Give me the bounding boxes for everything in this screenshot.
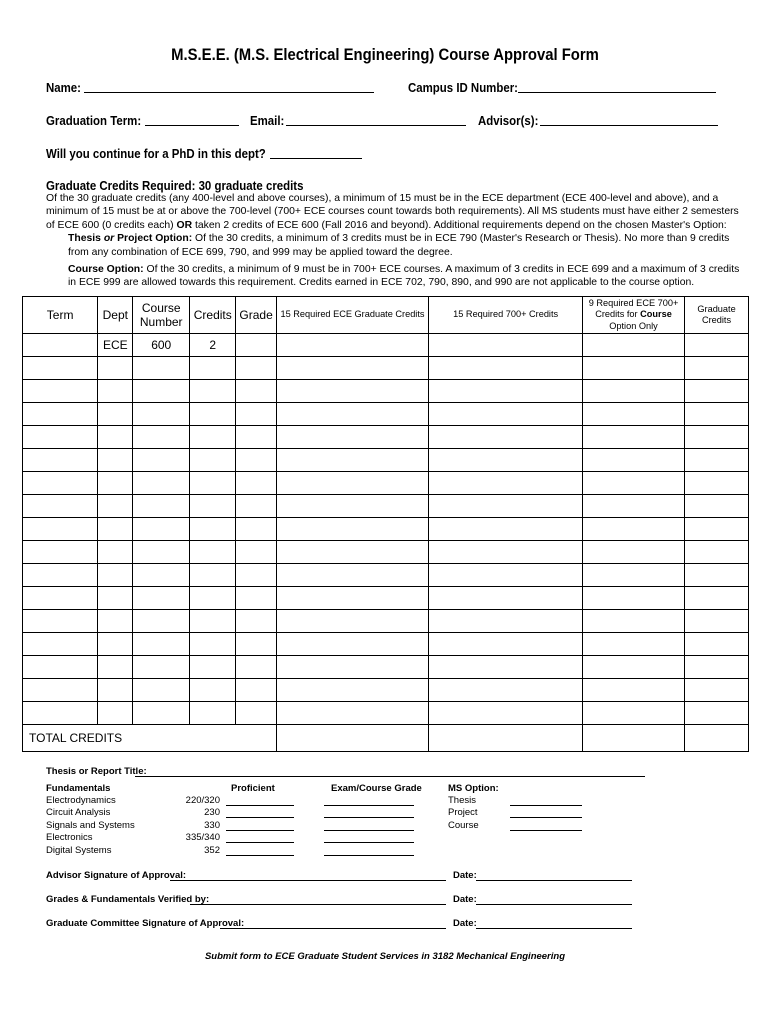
- cell-700-credits[interactable]: [429, 541, 583, 564]
- phd-question: Will you continue for a PhD in this dept?: [46, 146, 266, 161]
- cell-credits[interactable]: [190, 656, 236, 679]
- cell-credits[interactable]: [190, 426, 236, 449]
- thesis-option-label-or: or: [103, 233, 115, 245]
- cell-term[interactable]: [23, 610, 98, 633]
- ms-option-project: Project: [448, 807, 478, 819]
- cell-700-credits[interactable]: [429, 702, 583, 725]
- cell-ece-graduate[interactable]: [276, 679, 429, 702]
- total-credits-label: TOTAL CREDITS: [23, 725, 277, 752]
- cell-course-option-700[interactable]: [582, 610, 684, 633]
- col-term: Term: [23, 297, 98, 334]
- graduation-term-field[interactable]: [145, 125, 239, 126]
- date-label: Date:: [453, 918, 477, 929]
- cell-course-number[interactable]: [133, 610, 190, 633]
- thesis-option-text: Of the 30 credits, a minimum of 3 credits must be in ECE 790 (Master's Research or Thesis). No more than 9 credits from any combination of ECE 699, 790, and 999 may be applied toward the degree.: [68, 233, 730, 258]
- ms-option-thesis: Thesis: [448, 795, 476, 806]
- cell-dept[interactable]: [98, 449, 133, 472]
- cell-course-option-700[interactable]: [582, 403, 684, 426]
- date-label: Date:: [453, 894, 477, 905]
- cell-course-option-700[interactable]: [582, 334, 684, 357]
- cell-dept[interactable]: [98, 587, 133, 610]
- proficient-field[interactable]: [226, 830, 294, 831]
- campus-id-field[interactable]: [518, 92, 716, 93]
- col-course-option-700: 9 Required ECE 700+ Credits for Course Option Only: [582, 297, 684, 334]
- cell-grade[interactable]: [236, 426, 276, 449]
- requirements-intro-a: Of the 30 graduate credits (any 400-level and above courses), a minimum of 15 must be in the ECE department (ECE 400-level and above), and a minimum of 15 must be at or above the 700-level (700+ ECE courses count towards both requirements). All MS students must have either 2 semesters of ECE 600 (0 credits each): [46, 193, 739, 231]
- course-table: [22, 296, 749, 752]
- thesis-title-label: Thesis or Report Title:: [46, 766, 147, 777]
- cell-dept[interactable]: [98, 541, 133, 564]
- cell-700-credits[interactable]: [429, 587, 583, 610]
- cell-credits[interactable]: [190, 449, 236, 472]
- col-ece-graduate: 15 Required ECE Graduate Credits: [276, 297, 429, 334]
- cell-ece-graduate[interactable]: [276, 564, 429, 587]
- cell-course-number[interactable]: [133, 403, 190, 426]
- exam-grade-field[interactable]: [324, 842, 414, 843]
- cell-credits[interactable]: [190, 357, 236, 380]
- ms-option-heading: MS Option:: [448, 783, 499, 794]
- cell-credits[interactable]: [190, 403, 236, 426]
- fundamental-name: Circuit Analysis: [46, 807, 111, 819]
- graduation-term-label: Graduation Term:: [46, 113, 142, 128]
- date-field[interactable]: [476, 928, 632, 929]
- requirements-intro-b: taken 2 credits of ECE 600 (Fall 2016 and beyond). Additional requirements depend on the chosen Master's Option:: [195, 219, 727, 231]
- fundamental-name: Electronics: [46, 832, 93, 844]
- cell-credits[interactable]: [190, 679, 236, 702]
- cell-credits[interactable]: 2: [190, 334, 236, 357]
- cell-ece-graduate[interactable]: [276, 403, 429, 426]
- requirements-text: [46, 192, 746, 290]
- thesis-title-field[interactable]: [135, 776, 645, 777]
- name-field[interactable]: [84, 92, 374, 93]
- cell-graduate-credits[interactable]: [685, 357, 749, 380]
- col-dept: Dept: [98, 297, 133, 334]
- cell-grade[interactable]: [236, 656, 276, 679]
- cell-grade[interactable]: [236, 587, 276, 610]
- table-row: [23, 357, 749, 380]
- cell-course-number[interactable]: [133, 564, 190, 587]
- cell-graduate-credits[interactable]: [685, 587, 749, 610]
- requirements-or: OR: [176, 219, 193, 231]
- thesis-option-label-b: Project Option:: [117, 233, 193, 245]
- total-ece-graduate[interactable]: [276, 725, 429, 752]
- cell-grade[interactable]: [236, 380, 276, 403]
- cell-credits[interactable]: [190, 380, 236, 403]
- cell-700-credits[interactable]: [429, 380, 583, 403]
- table-row: [23, 449, 749, 472]
- col-700-credits: 15 Required 700+ Credits: [429, 297, 583, 334]
- date-field[interactable]: [476, 904, 632, 905]
- cell-ece-graduate[interactable]: [276, 518, 429, 541]
- fundamental-course-number: 352: [204, 844, 220, 856]
- signature-label: Grades & Fundamentals Verified by:: [46, 894, 210, 905]
- cell-ece-graduate[interactable]: [276, 702, 429, 725]
- cell-700-credits[interactable]: [429, 564, 583, 587]
- cell-graduate-credits[interactable]: [685, 495, 749, 518]
- cell-graduate-credits[interactable]: [685, 426, 749, 449]
- cell-grade[interactable]: [236, 357, 276, 380]
- table-row: [23, 633, 749, 656]
- cell-credits[interactable]: [190, 633, 236, 656]
- cell-grade[interactable]: [236, 495, 276, 518]
- cell-credits[interactable]: [190, 610, 236, 633]
- cell-700-credits[interactable]: [429, 334, 583, 357]
- total-course-option-700[interactable]: [582, 725, 684, 752]
- cell-graduate-credits[interactable]: [685, 633, 749, 656]
- fundamental-name: Digital Systems: [46, 844, 112, 856]
- cell-term[interactable]: [23, 702, 98, 725]
- campus-id-label: Campus ID Number:: [408, 80, 518, 95]
- cell-graduate-credits[interactable]: [685, 403, 749, 426]
- ms-option-field[interactable]: [510, 805, 582, 806]
- cell-700-credits[interactable]: [429, 610, 583, 633]
- proficient-heading: Proficient: [231, 783, 275, 794]
- cell-credits[interactable]: [190, 587, 236, 610]
- cell-course-number[interactable]: [133, 656, 190, 679]
- table-row: [23, 495, 749, 518]
- exam-grade-field[interactable]: [324, 805, 414, 806]
- cell-term[interactable]: [23, 633, 98, 656]
- cell-700-credits[interactable]: [429, 633, 583, 656]
- ms-option-course: Course: [448, 819, 479, 831]
- signature-field[interactable]: [170, 880, 446, 881]
- cell-term[interactable]: [23, 357, 98, 380]
- phd-answer-field[interactable]: [270, 158, 362, 159]
- cell-dept[interactable]: [98, 656, 133, 679]
- table-row: [23, 426, 749, 449]
- cell-course-number[interactable]: [133, 472, 190, 495]
- cell-grade[interactable]: [236, 449, 276, 472]
- cell-700-credits[interactable]: [429, 426, 583, 449]
- proficient-field[interactable]: [226, 855, 294, 856]
- advisors-field[interactable]: [540, 125, 718, 126]
- col-graduate-credits: Graduate Credits: [685, 297, 749, 334]
- col-course-number: Course Number: [133, 297, 190, 334]
- cell-700-credits[interactable]: [429, 403, 583, 426]
- table-row: [23, 610, 749, 633]
- table-row: [23, 656, 749, 679]
- requirements-heading: Graduate Credits Required: 30 graduate credits: [46, 178, 304, 193]
- table-row: [23, 702, 749, 725]
- cell-ece-graduate[interactable]: [276, 495, 429, 518]
- cell-ece-graduate[interactable]: [276, 610, 429, 633]
- cell-credits[interactable]: [190, 495, 236, 518]
- cell-ece-graduate[interactable]: [276, 541, 429, 564]
- form-title: M.S.E.E. (M.S. Electrical Engineering) Course Approval Form: [171, 46, 599, 64]
- cell-dept[interactable]: [98, 357, 133, 380]
- cell-700-credits[interactable]: [429, 495, 583, 518]
- cell-grade[interactable]: [236, 472, 276, 495]
- cell-course-option-700[interactable]: [582, 495, 684, 518]
- cell-course-option-700[interactable]: [582, 656, 684, 679]
- cell-700-credits[interactable]: [429, 357, 583, 380]
- cell-grade[interactable]: [236, 334, 276, 357]
- advisors-label: Advisor(s):: [478, 113, 539, 128]
- cell-credits[interactable]: [190, 702, 236, 725]
- cell-ece-graduate[interactable]: [276, 357, 429, 380]
- cell-course-number[interactable]: [133, 357, 190, 380]
- fundamental-course-number: 230: [204, 807, 220, 819]
- cell-course-number[interactable]: [133, 587, 190, 610]
- cell-dept[interactable]: [98, 564, 133, 587]
- cell-course-option-700[interactable]: [582, 449, 684, 472]
- exam-grade-heading: Exam/Course Grade: [331, 783, 422, 794]
- fundamental-name: Electrodynamics: [46, 795, 116, 806]
- cell-grade[interactable]: [236, 564, 276, 587]
- cell-term[interactable]: [23, 518, 98, 541]
- total-700-credits[interactable]: [429, 725, 583, 752]
- cell-graduate-credits[interactable]: [685, 449, 749, 472]
- cell-course-option-700[interactable]: [582, 472, 684, 495]
- cell-700-credits[interactable]: [429, 679, 583, 702]
- name-label: Name:: [46, 80, 81, 95]
- cell-graduate-credits[interactable]: [685, 472, 749, 495]
- table-row: [23, 564, 749, 587]
- proficient-field[interactable]: [226, 805, 294, 806]
- cell-course-number[interactable]: [133, 679, 190, 702]
- cell-term[interactable]: [23, 472, 98, 495]
- cell-course-option-700[interactable]: [582, 679, 684, 702]
- cell-term[interactable]: [23, 541, 98, 564]
- cell-course-number[interactable]: [133, 702, 190, 725]
- cell-course-option-700[interactable]: [582, 564, 684, 587]
- cell-grade[interactable]: [236, 518, 276, 541]
- fundamental-course-number: 330: [204, 819, 220, 831]
- cell-term[interactable]: [23, 679, 98, 702]
- cell-course-number[interactable]: [133, 426, 190, 449]
- cell-term[interactable]: [23, 380, 98, 403]
- cell-graduate-credits[interactable]: [685, 679, 749, 702]
- table-row: [23, 403, 749, 426]
- cell-grade[interactable]: [236, 702, 276, 725]
- fundamental-course-number: 220/320: [185, 795, 220, 806]
- signature-field[interactable]: [220, 928, 446, 929]
- cell-course-option-700[interactable]: [582, 702, 684, 725]
- cell-dept[interactable]: ECE: [98, 334, 133, 357]
- cell-term[interactable]: [23, 426, 98, 449]
- cell-term[interactable]: [23, 495, 98, 518]
- cell-course-option-700[interactable]: [582, 518, 684, 541]
- cell-credits[interactable]: [190, 472, 236, 495]
- table-row: [23, 679, 749, 702]
- col-grade: Grade: [236, 297, 276, 334]
- ms-option-field[interactable]: [510, 817, 582, 818]
- cell-course-number[interactable]: [133, 633, 190, 656]
- cell-700-credits[interactable]: [429, 656, 583, 679]
- cell-ece-graduate[interactable]: [276, 334, 429, 357]
- total-row: [23, 725, 749, 752]
- email-label: Email:: [250, 113, 285, 128]
- cell-dept[interactable]: [98, 472, 133, 495]
- col-credits: Credits: [190, 297, 236, 334]
- table-row: [23, 380, 749, 403]
- cell-course-option-700[interactable]: [582, 426, 684, 449]
- cell-grade[interactable]: [236, 541, 276, 564]
- cell-graduate-credits[interactable]: [685, 656, 749, 679]
- cell-course-option-700[interactable]: [582, 357, 684, 380]
- cell-700-credits[interactable]: [429, 518, 583, 541]
- cell-ece-graduate[interactable]: [276, 587, 429, 610]
- cell-ece-graduate[interactable]: [276, 380, 429, 403]
- table-row: [23, 541, 749, 564]
- proficient-field[interactable]: [226, 817, 294, 818]
- signature-label: Advisor Signature of Approval:: [46, 870, 187, 881]
- fundamental-course-number: 335/340: [185, 832, 220, 844]
- date-field[interactable]: [476, 880, 632, 881]
- table-row: [23, 472, 749, 495]
- email-field[interactable]: [286, 125, 466, 126]
- signature-label: Graduate Committee Signature of Approval:: [46, 918, 245, 929]
- cell-grade[interactable]: [236, 403, 276, 426]
- cell-course-number[interactable]: 600: [133, 334, 190, 357]
- cell-credits[interactable]: [190, 518, 236, 541]
- exam-grade-field[interactable]: [324, 817, 414, 818]
- cell-course-number[interactable]: [133, 518, 190, 541]
- fundamentals-heading: Fundamentals: [46, 783, 111, 794]
- footer-instruction: Submit form to ECE Graduate Student Services in 3182 Mechanical Engineering: [204, 951, 566, 962]
- cell-dept[interactable]: [98, 403, 133, 426]
- cell-course-number[interactable]: [133, 541, 190, 564]
- cell-graduate-credits[interactable]: [685, 518, 749, 541]
- total-graduate-credits[interactable]: [685, 725, 749, 752]
- cell-credits[interactable]: [190, 541, 236, 564]
- cell-ece-graduate[interactable]: [276, 426, 429, 449]
- cell-700-credits[interactable]: [429, 449, 583, 472]
- cell-term[interactable]: [23, 587, 98, 610]
- table-row: [23, 518, 749, 541]
- cell-course-number[interactable]: [133, 449, 190, 472]
- cell-term[interactable]: [23, 334, 98, 357]
- exam-grade-field[interactable]: [324, 855, 414, 856]
- cell-graduate-credits[interactable]: [685, 610, 749, 633]
- cell-graduate-credits[interactable]: [685, 564, 749, 587]
- proficient-field[interactable]: [226, 842, 294, 843]
- course-option-text: Of the 30 credits, a minimum of 9 must be in 700+ ECE courses. A maximum of 3 credits in ECE 699 and a maximum of 3 credits in ECE 999 are allowed towards this requirement. Credits earned in ECE 702, 790, 890, and 990 are not applicable to the course option.: [68, 264, 740, 289]
- ms-option-field[interactable]: [510, 830, 582, 831]
- cell-dept[interactable]: [98, 380, 133, 403]
- cell-graduate-credits[interactable]: [685, 334, 749, 357]
- cell-dept[interactable]: [98, 702, 133, 725]
- thesis-option-label-a: Thesis: [68, 233, 101, 245]
- cell-dept[interactable]: [98, 426, 133, 449]
- cell-dept[interactable]: [98, 610, 133, 633]
- cell-ece-graduate[interactable]: [276, 656, 429, 679]
- cell-grade[interactable]: [236, 679, 276, 702]
- table-row: [23, 587, 749, 610]
- signature-field[interactable]: [190, 904, 446, 905]
- course-option-label: Course Option:: [68, 264, 144, 276]
- cell-term[interactable]: [23, 564, 98, 587]
- cell-course-option-700[interactable]: [582, 633, 684, 656]
- cell-graduate-credits[interactable]: [685, 702, 749, 725]
- cell-course-option-700[interactable]: [582, 587, 684, 610]
- cell-dept[interactable]: [98, 518, 133, 541]
- exam-grade-field[interactable]: [324, 830, 414, 831]
- date-label: Date:: [453, 870, 477, 881]
- cell-graduate-credits[interactable]: [685, 380, 749, 403]
- cell-graduate-credits[interactable]: [685, 541, 749, 564]
- cell-700-credits[interactable]: [429, 472, 583, 495]
- cell-dept[interactable]: [98, 495, 133, 518]
- cell-course-option-700[interactable]: [582, 541, 684, 564]
- cell-term[interactable]: [23, 656, 98, 679]
- cell-term[interactable]: [23, 449, 98, 472]
- cell-course-option-700[interactable]: [582, 380, 684, 403]
- cell-ece-graduate[interactable]: [276, 449, 429, 472]
- cell-grade[interactable]: [236, 610, 276, 633]
- fundamental-name: Signals and Systems: [46, 819, 135, 831]
- table-row: [23, 334, 749, 357]
- cell-credits[interactable]: [190, 564, 236, 587]
- cell-dept[interactable]: [98, 679, 133, 702]
- cell-dept[interactable]: [98, 633, 133, 656]
- cell-grade[interactable]: [236, 633, 276, 656]
- cell-course-number[interactable]: [133, 380, 190, 403]
- cell-term[interactable]: [23, 403, 98, 426]
- cell-course-number[interactable]: [133, 495, 190, 518]
- cell-ece-graduate[interactable]: [276, 633, 429, 656]
- cell-ece-graduate[interactable]: [276, 472, 429, 495]
